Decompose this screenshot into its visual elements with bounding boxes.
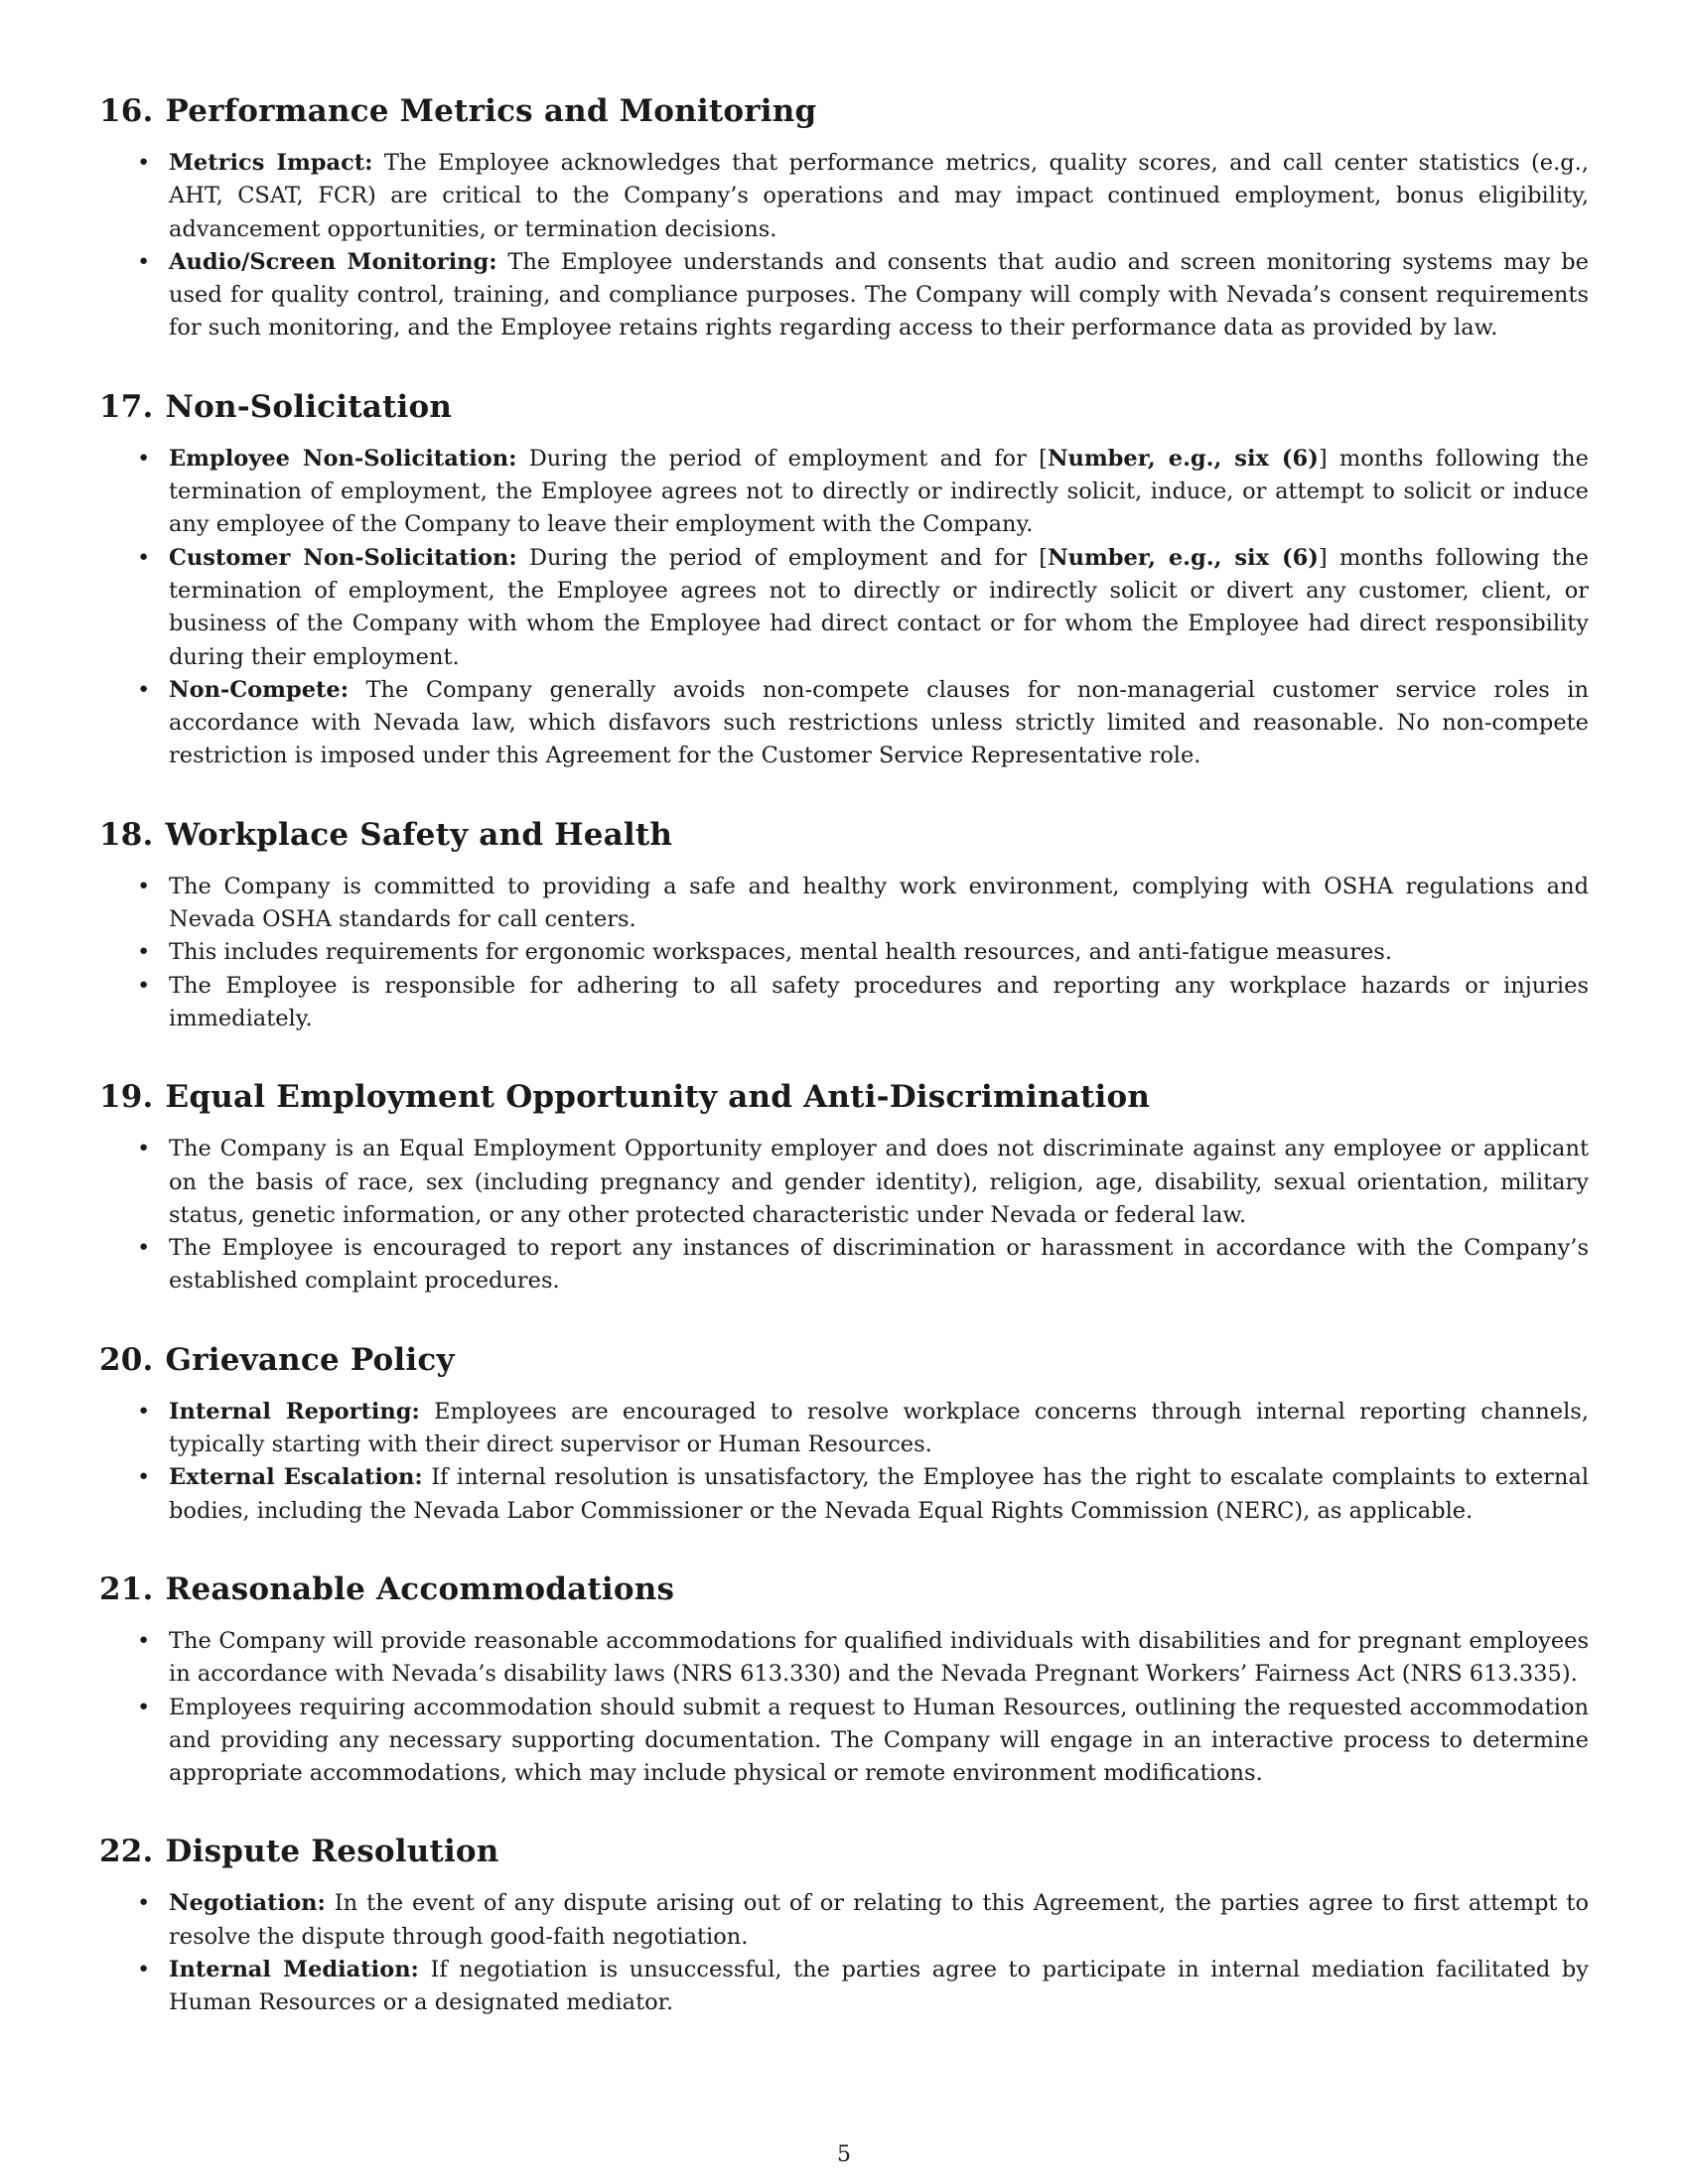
section-heading	[99, 1568, 1589, 1611]
section-heading	[99, 1075, 1589, 1119]
bullet-list	[99, 871, 1589, 1035]
list-item	[99, 1461, 1589, 1528]
section-number: 22.	[99, 1834, 154, 1870]
bullet-icon: •	[137, 150, 151, 176]
item-text: The Company is committed to providing a safe and healthy work environment, complying with OSHA regulations and Nevada OSHA standards for call centers.	[169, 873, 1589, 933]
bullet-icon: •	[137, 1956, 151, 1982]
bullet-icon: •	[137, 972, 151, 999]
item-text: If internal resolution is unsatisfactory, the Employee has the right to escalate complaints to external bodies, including the Nevada Labor Commissioner or the Nevada Equal Rights Commission (NERC), as applicable.	[169, 1464, 1590, 1524]
section-heading	[99, 813, 1589, 857]
item-text: The Company will provide reasonable accommodations for qualified individuals with disabilities and for pregnant employees in accordance with Nevada’s disability laws (NRS 613.330) and the Nevada Pregnant Workers’ Fairness Act (NRS 613.335).	[169, 1627, 1589, 1688]
item-text: During the period of employment and for [	[528, 445, 1048, 472]
bullet-icon: •	[137, 873, 151, 899]
item-lead: Metrics Impact:	[169, 150, 373, 176]
list-item	[99, 871, 1589, 937]
list-item	[99, 674, 1589, 773]
section-16	[99, 89, 1589, 345]
section-title: Grievance Policy	[165, 1341, 455, 1378]
bullet-list	[99, 1396, 1589, 1528]
list-item	[99, 936, 1589, 969]
item-text: The Employee is responsible for adhering to all safety procedures and reporting any workplace hazards or injuries immediately.	[169, 972, 1589, 1031]
item-text: ] months following the termination of employment, the Employee agrees not to directly or indirectly solicit, induce, or attempt to solicit or induce any employee of the Company to leave their employment with the Company.	[169, 445, 1589, 538]
section-title: Dispute Resolution	[165, 1834, 499, 1870]
item-text: Employees are encouraged to resolve workplace concerns through internal reporting channels, typically starting with their direct supervisor or Human Resources.	[169, 1398, 1589, 1458]
bullet-icon: •	[137, 676, 151, 703]
item-lead: Internal Reporting:	[169, 1398, 420, 1425]
item-lead: External Escalation:	[169, 1464, 423, 1491]
section-heading	[99, 1338, 1589, 1382]
list-item	[99, 1625, 1589, 1692]
bullet-icon: •	[137, 445, 151, 472]
item-text: Employees requiring accommodation should submit a request to Human Resources, outlining the requested accommodation and providing any necessary supporting documentation. The Company will engage in an interactive process to determine appropriate accommodations, which may include physical or remote environment modifications.	[169, 1694, 1589, 1787]
item-text: The Employee understands and consents that audio and screen monitoring systems may be used for quality control, training, and compliance purposes. The Company will comply with Nevada’s consent requirements for such monitoring, and the Employee retains rights regarding access to their performance data as provided by law.	[169, 248, 1589, 341]
section-title: Workplace Safety and Health	[165, 816, 673, 853]
list-item	[99, 1954, 1589, 2020]
bullet-list	[99, 1133, 1589, 1297]
section-title: Reasonable Accommodations	[165, 1570, 675, 1607]
section-number: 21.	[99, 1570, 154, 1607]
bullet-list	[99, 443, 1589, 773]
list-item	[99, 970, 1589, 1036]
bullet-icon: •	[137, 1398, 151, 1425]
list-item	[99, 443, 1589, 542]
section-19	[99, 1075, 1589, 1297]
item-lead: Negotiation:	[169, 1890, 326, 1917]
item-text: The Company is an Equal Employment Opportunity employer and does not discriminate against any employee or applicant on the basis of race, sex (including pregnancy and gender identity), religion, age, disability, sexual orientation, military status, genetic information, or any other protected characteristic under Nevada or federal law.	[169, 1136, 1589, 1228]
bullet-icon: •	[137, 939, 151, 966]
item-text: The Employee acknowledges that performance metrics, quality scores, and call center statistics (e.g., AHT, CSAT, FCR) are critical to the Company’s operations and may impact continued employment, bonus eligibility, advancement opportunities, or termination decisions.	[169, 150, 1589, 242]
section-number: 20.	[99, 1341, 154, 1378]
item-lead: Audio/Screen Monitoring:	[169, 248, 497, 275]
list-item	[99, 1396, 1589, 1462]
section-heading	[99, 89, 1589, 133]
list-item	[99, 1232, 1589, 1298]
item-text: The Company generally avoids non-compete clauses for non-managerial customer service roles in accordance with Nevada law, which disfavors such restrictions unless strictly limited and reasonable. No non-compete restriction is imposed under this Agreement for the Customer Service Representative role.	[169, 676, 1589, 769]
placeholder-text: Number, e.g., six (6)	[1048, 544, 1319, 571]
bullet-icon: •	[137, 1136, 151, 1162]
section-title: Equal Employment Opportunity and Anti-Discrimination	[165, 1079, 1151, 1116]
list-item	[99, 147, 1589, 246]
section-number: 19.	[99, 1079, 154, 1116]
item-text: In the event of any dispute arising out of or relating to this Agreement, the parties agree to first attempt to resolve the dispute through good-faith negotiation.	[169, 1890, 1590, 1950]
bullet-list	[99, 1625, 1589, 1790]
item-lead: Non-Compete:	[169, 676, 350, 703]
item-text: The Employee is encouraged to report any instances of discrimination or harassment in accordance with the Company’s established complaint procedures.	[169, 1235, 1589, 1295]
bullet-list	[99, 147, 1589, 345]
bullet-icon: •	[137, 1890, 151, 1917]
item-lead: Internal Mediation:	[169, 1956, 419, 1982]
bullet-icon: •	[137, 1694, 151, 1720]
list-item	[99, 1887, 1589, 1954]
section-title: Non-Solicitation	[165, 388, 453, 425]
item-text: ] months following the termination of employment, the Employee agrees not to directly or indirectly solicit or divert any customer, client, or business of the Company with whom the Employee had direct contact or for whom the Employee had direct responsibility during their employment.	[169, 544, 1589, 670]
page-number: 5	[837, 2142, 851, 2167]
section-17	[99, 385, 1589, 773]
bullet-icon: •	[137, 1464, 151, 1491]
item-text: During the period of employment and for [	[529, 544, 1049, 571]
section-title: Performance Metrics and Monitoring	[165, 93, 817, 129]
item-text: If negotiation is unsuccessful, the parties agree to participate in internal mediation facilitated by Human Resources or a designated mediator.	[169, 1956, 1589, 2016]
list-item	[99, 246, 1589, 345]
bullet-icon: •	[137, 1627, 151, 1654]
section-heading	[99, 385, 1589, 429]
list-item	[99, 542, 1589, 674]
bullet-icon: •	[137, 544, 151, 571]
item-text: This includes requirements for ergonomic workspaces, mental health resources, and anti-fatigue measures.	[169, 939, 1392, 966]
section-number: 16.	[99, 93, 154, 129]
list-item	[99, 1133, 1589, 1232]
item-lead: Employee Non-Solicitation:	[169, 445, 517, 472]
section-heading	[99, 1830, 1589, 1873]
placeholder-text: Number, e.g., six (6)	[1047, 445, 1319, 472]
section-number: 17.	[99, 388, 154, 425]
section-21	[99, 1568, 1589, 1790]
list-item	[99, 1692, 1589, 1791]
section-number: 18.	[99, 816, 154, 853]
section-22	[99, 1830, 1589, 2019]
bullet-icon: •	[137, 248, 151, 275]
document-page	[99, 89, 1589, 2060]
bullet-icon: •	[137, 1235, 151, 1262]
bullet-list	[99, 1887, 1589, 2019]
item-lead: Customer Non-Solicitation:	[169, 544, 517, 571]
section-20	[99, 1338, 1589, 1528]
section-18	[99, 813, 1589, 1035]
